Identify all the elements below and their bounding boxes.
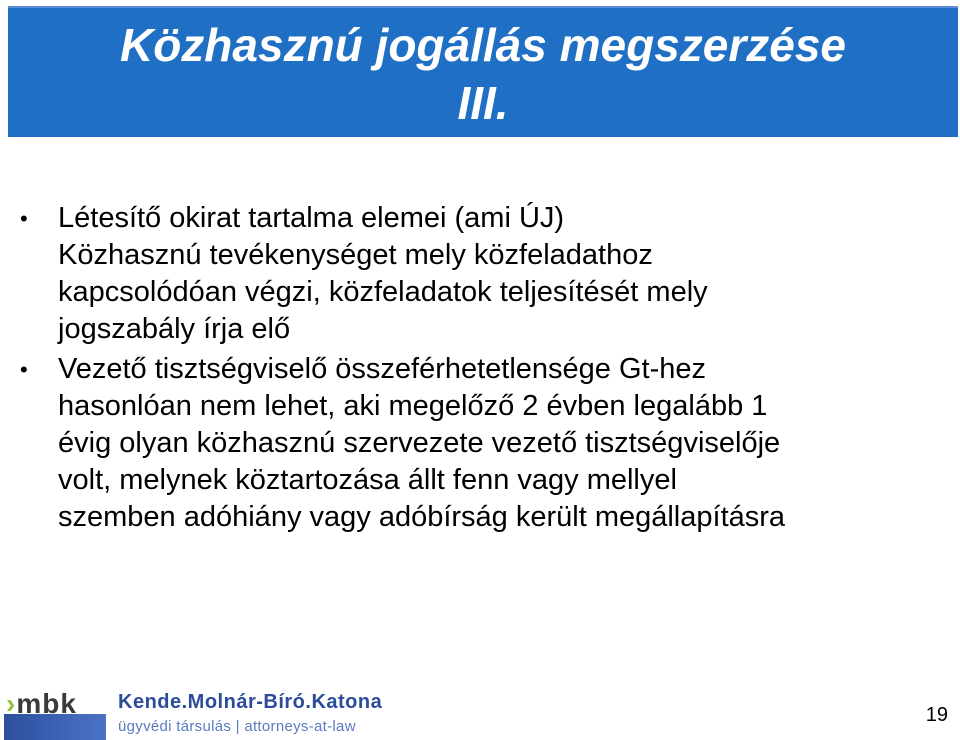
title-banner <box>8 6 958 137</box>
logo-chevron-icon: › <box>6 688 17 719</box>
bullet-item-2 <box>20 351 940 536</box>
firm-subtitle: ügyvédi társulás | attorneys-at-law <box>118 718 356 735</box>
bullet-1-line-2: Közhasznú tevékenységet mely közfeladathoz <box>58 239 653 271</box>
slide-content <box>20 200 940 536</box>
slide-title <box>8 16 958 132</box>
bullet-2-line-2: hasonlóan nem lehet, aki megelőző 2 évben legalább 1 <box>58 390 768 422</box>
bullet-dot-icon: • <box>20 357 28 382</box>
bullet-1-line-4: jogszabály írja elő <box>58 313 291 345</box>
slide-title-line-2: III. <box>457 77 509 129</box>
page-number: 19 <box>925 704 948 726</box>
slide-title-line-1: Közhasznú jogállás megszerzése <box>119 19 847 71</box>
bullet-2-line-5: szemben adóhiány vagy adóbírság került megállapításra <box>58 501 786 533</box>
bullet-1-line-1: Létesítő okirat tartalma elemei (ami ÚJ) <box>58 202 565 234</box>
bullet-item-1 <box>20 200 940 348</box>
firm-name: Kende.Molnár-Bíró.Katona <box>118 691 383 713</box>
mbk-logo <box>6 689 77 719</box>
bullet-dot-icon: • <box>20 206 28 231</box>
bullet-2-line-3: évig olyan közhasznú szervezete vezető tisztségviselője <box>58 427 781 459</box>
slide-footer <box>0 682 960 740</box>
bullet-1-line-3: kapcsolódóan végzi, közfeladatok teljesítését mely <box>58 276 708 308</box>
bullet-2-line-4: volt, melynek köztartozása állt fenn vagy mellyel <box>58 464 677 496</box>
logo-text: mbk <box>16 688 77 719</box>
bullet-2-line-1: Vezető tisztségviselő összeférhetetlensége Gt-hez <box>58 353 707 385</box>
